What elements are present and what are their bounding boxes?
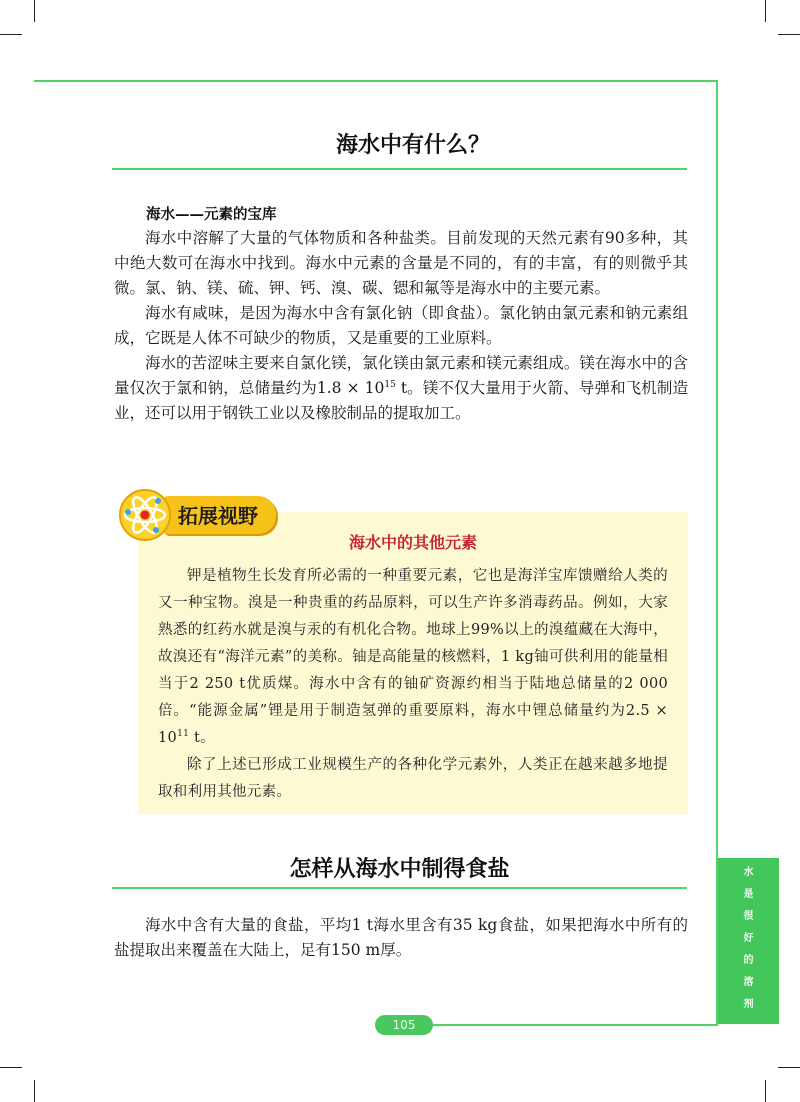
text-run: t。镁不仅大量用于火箭、导弹和飞机制造业，还可以用于钢铁工业以及橡胶制品的提取加工。 xyxy=(114,379,688,422)
text-run: 钾是植物生长发育所必需的一种重要元素，它也是海洋宝库馈赠给人类的又一种宝物。溴是一种贵重的药品原料，可以生产许多消毒药品。例如，大家熟悉的红药水就是溴与汞的有机化合物。地球上99%以上的溴蕴藏在大海中，故溴还有“海洋元素”的美称。铀是高能量的核燃料，1 kg铀可供利用的能量相当于2 250 t优质煤。海水中含有的铀矿资源约相当于陆地总储量的2 000倍。“能源金属”锂是用于制造氢弹的重要原料，海水中锂总储量约为2.5 × 10 xyxy=(158,568,668,746)
subsection-heading: 海水——元素的宝库 xyxy=(146,207,277,223)
extension-title: 海水中的其他元素 xyxy=(348,533,477,552)
section-title: 怎样从海水中制得食盐 xyxy=(289,857,510,882)
crop-mark xyxy=(0,34,22,35)
extension-body xyxy=(138,553,688,806)
page-number: 105 xyxy=(375,1015,433,1035)
paragraph xyxy=(114,351,688,426)
crop-mark xyxy=(34,1080,35,1102)
paragraph: 海水有咸味，是因为海水中含有氯化钠（即食盐）。氯化钠由氯元素和钠元素组成，它既是人体不可缺少的物质，又是重要的工业原料。 xyxy=(114,304,688,347)
paragraph: 海水中溶解了大量的气体物质和各种盐类。目前发现的天然元素有90多种，其中绝大数可在海水中找到。海水中元素的含量是不同的，有的丰富，有的则微乎其微。氯、钠、镁、硫、钾、钙、溴、碳、锶和氟等是海水中的主要元素。 xyxy=(114,229,688,297)
superscript: 11 xyxy=(177,729,190,740)
crop-mark xyxy=(765,1080,766,1102)
crop-mark xyxy=(778,34,800,35)
text-run: 海水的苦涩味主要来自氯化镁，氯化镁由氯元素和镁元素组成。镁在海水中的含量仅次于氯和钠，总储量约为1.8 × 10 xyxy=(114,354,688,397)
side-tab-char: 很 xyxy=(743,911,754,922)
crop-mark xyxy=(34,0,35,22)
section2-body xyxy=(114,913,688,963)
page-frame-bottom xyxy=(430,1024,718,1026)
side-tab-char: 水 xyxy=(743,867,754,878)
side-tab-char: 好 xyxy=(743,933,754,944)
badge-label: 拓展视野 xyxy=(178,504,258,528)
atom-icon xyxy=(118,488,172,542)
section1-body xyxy=(114,226,688,426)
paragraph: 海水中含有大量的食盐，平均1 t海水里含有35 kg食盐，如果把海水中所有的盐提取出来覆盖在大陆上，足有150 m厚。 xyxy=(114,916,688,959)
crop-mark xyxy=(0,1067,22,1068)
side-tab-char: 剂 xyxy=(743,999,754,1010)
crop-mark xyxy=(778,1067,800,1068)
superscript: 15 xyxy=(384,379,396,390)
section-title-rule xyxy=(112,887,687,889)
side-tab-char: 的 xyxy=(743,955,754,966)
section-title: 海水中有什么？ xyxy=(335,133,490,158)
text-run: t。 xyxy=(189,730,215,746)
page-frame-top xyxy=(34,80,717,82)
crop-mark xyxy=(765,0,766,22)
extension-paragraph xyxy=(158,563,668,752)
section-title-rule xyxy=(112,168,687,170)
chapter-side-tab-text xyxy=(718,858,779,1016)
extension-badge xyxy=(162,496,276,534)
extension-box xyxy=(138,512,688,814)
side-tab-char: 是 xyxy=(743,889,754,900)
side-tab-char: 溶 xyxy=(743,977,754,988)
extension-paragraph: 除了上述已形成工业规模生产的各种化学元素外，人类正在越来越多地提取和利用其他元素。 xyxy=(158,757,668,800)
chapter-side-tab xyxy=(718,858,779,1024)
